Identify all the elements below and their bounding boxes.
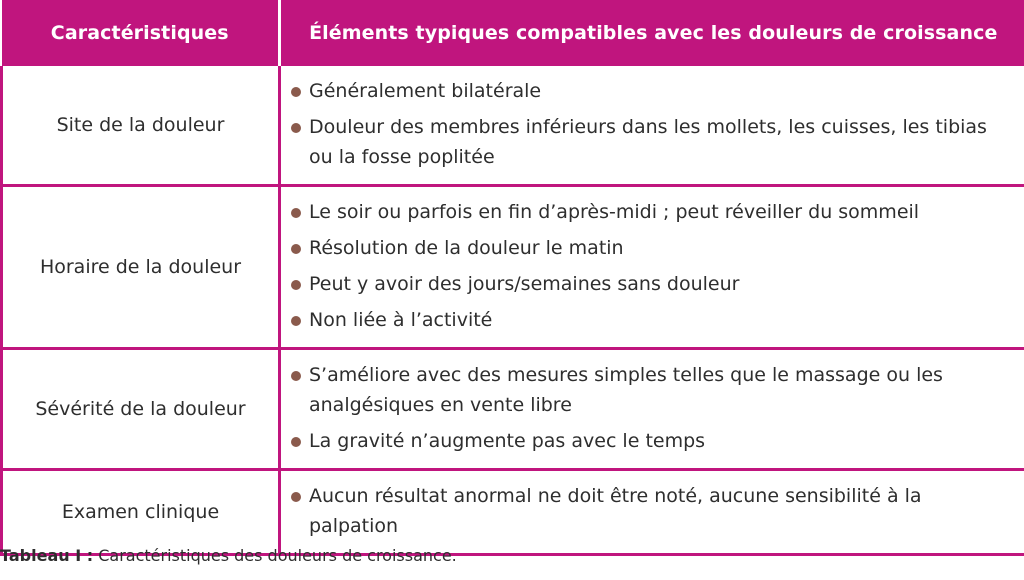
row-label-exam: Examen clinique (2, 470, 280, 555)
list-item (291, 481, 1016, 541)
list-item-text: S’améliore avec des mesures simples telles que le massage ou les analgésiques en vente libre (309, 364, 943, 416)
list-item (291, 305, 1016, 335)
table-header-row (2, 0, 1024, 66)
row-items-schedule (280, 186, 1024, 349)
list-item-text: Résolution de la douleur le matin (309, 237, 624, 259)
list-item (291, 76, 1016, 106)
bullet-icon (291, 244, 301, 254)
list-item-text: La gravité n’augmente pas avec le temps (309, 430, 706, 452)
row-items-site (280, 66, 1024, 186)
row-label-schedule: Horaire de la douleur (2, 186, 280, 349)
bullet-icon (291, 123, 301, 133)
bullet-list (291, 76, 1016, 172)
caption-text: Caractéristiques des douleurs de croissance. (93, 546, 457, 565)
row-items-severity (280, 349, 1024, 470)
bullet-list (291, 360, 1016, 456)
table-row (2, 186, 1024, 349)
list-item (291, 197, 1016, 227)
header-typical-elements: Éléments typiques compatibles avec les douleurs de croissance (280, 0, 1024, 66)
list-item-text: Généralement bilatérale (309, 80, 542, 102)
row-label-site: Site de la douleur (2, 66, 280, 186)
table-row (2, 66, 1024, 186)
list-item (291, 360, 1016, 420)
list-item-text: Douleur des membres inférieurs dans les mollets, les cuisses, les tibias ou la fosse poplitée (309, 116, 987, 168)
row-items-exam (280, 470, 1024, 555)
bullet-list (291, 481, 1016, 541)
bullet-icon (291, 208, 301, 218)
table-caption (0, 546, 457, 565)
table-row (2, 470, 1024, 555)
bullet-icon (291, 316, 301, 326)
bullet-icon (291, 437, 301, 447)
bullet-list (291, 197, 1016, 335)
table-row (2, 349, 1024, 470)
header-characteristics: Caractéristiques (2, 0, 280, 66)
list-item-text: Aucun résultat anormal ne doit être noté, aucune sensibilité à la palpation (309, 485, 922, 537)
bullet-icon (291, 371, 301, 381)
list-item-text: Non liée à l’activité (309, 309, 493, 331)
list-item (291, 112, 1016, 172)
list-item (291, 426, 1016, 456)
row-label-severity: Sévérité de la douleur (2, 349, 280, 470)
bullet-icon (291, 280, 301, 290)
list-item (291, 233, 1016, 263)
bullet-icon (291, 492, 301, 502)
list-item-text: Peut y avoir des jours/semaines sans douleur (309, 273, 740, 295)
list-item (291, 269, 1016, 299)
bullet-icon (291, 87, 301, 97)
caption-label: Tableau I : (0, 546, 94, 565)
list-item-text: Le soir ou parfois en fin d’après-midi ; peut réveiller du sommeil (309, 201, 920, 223)
